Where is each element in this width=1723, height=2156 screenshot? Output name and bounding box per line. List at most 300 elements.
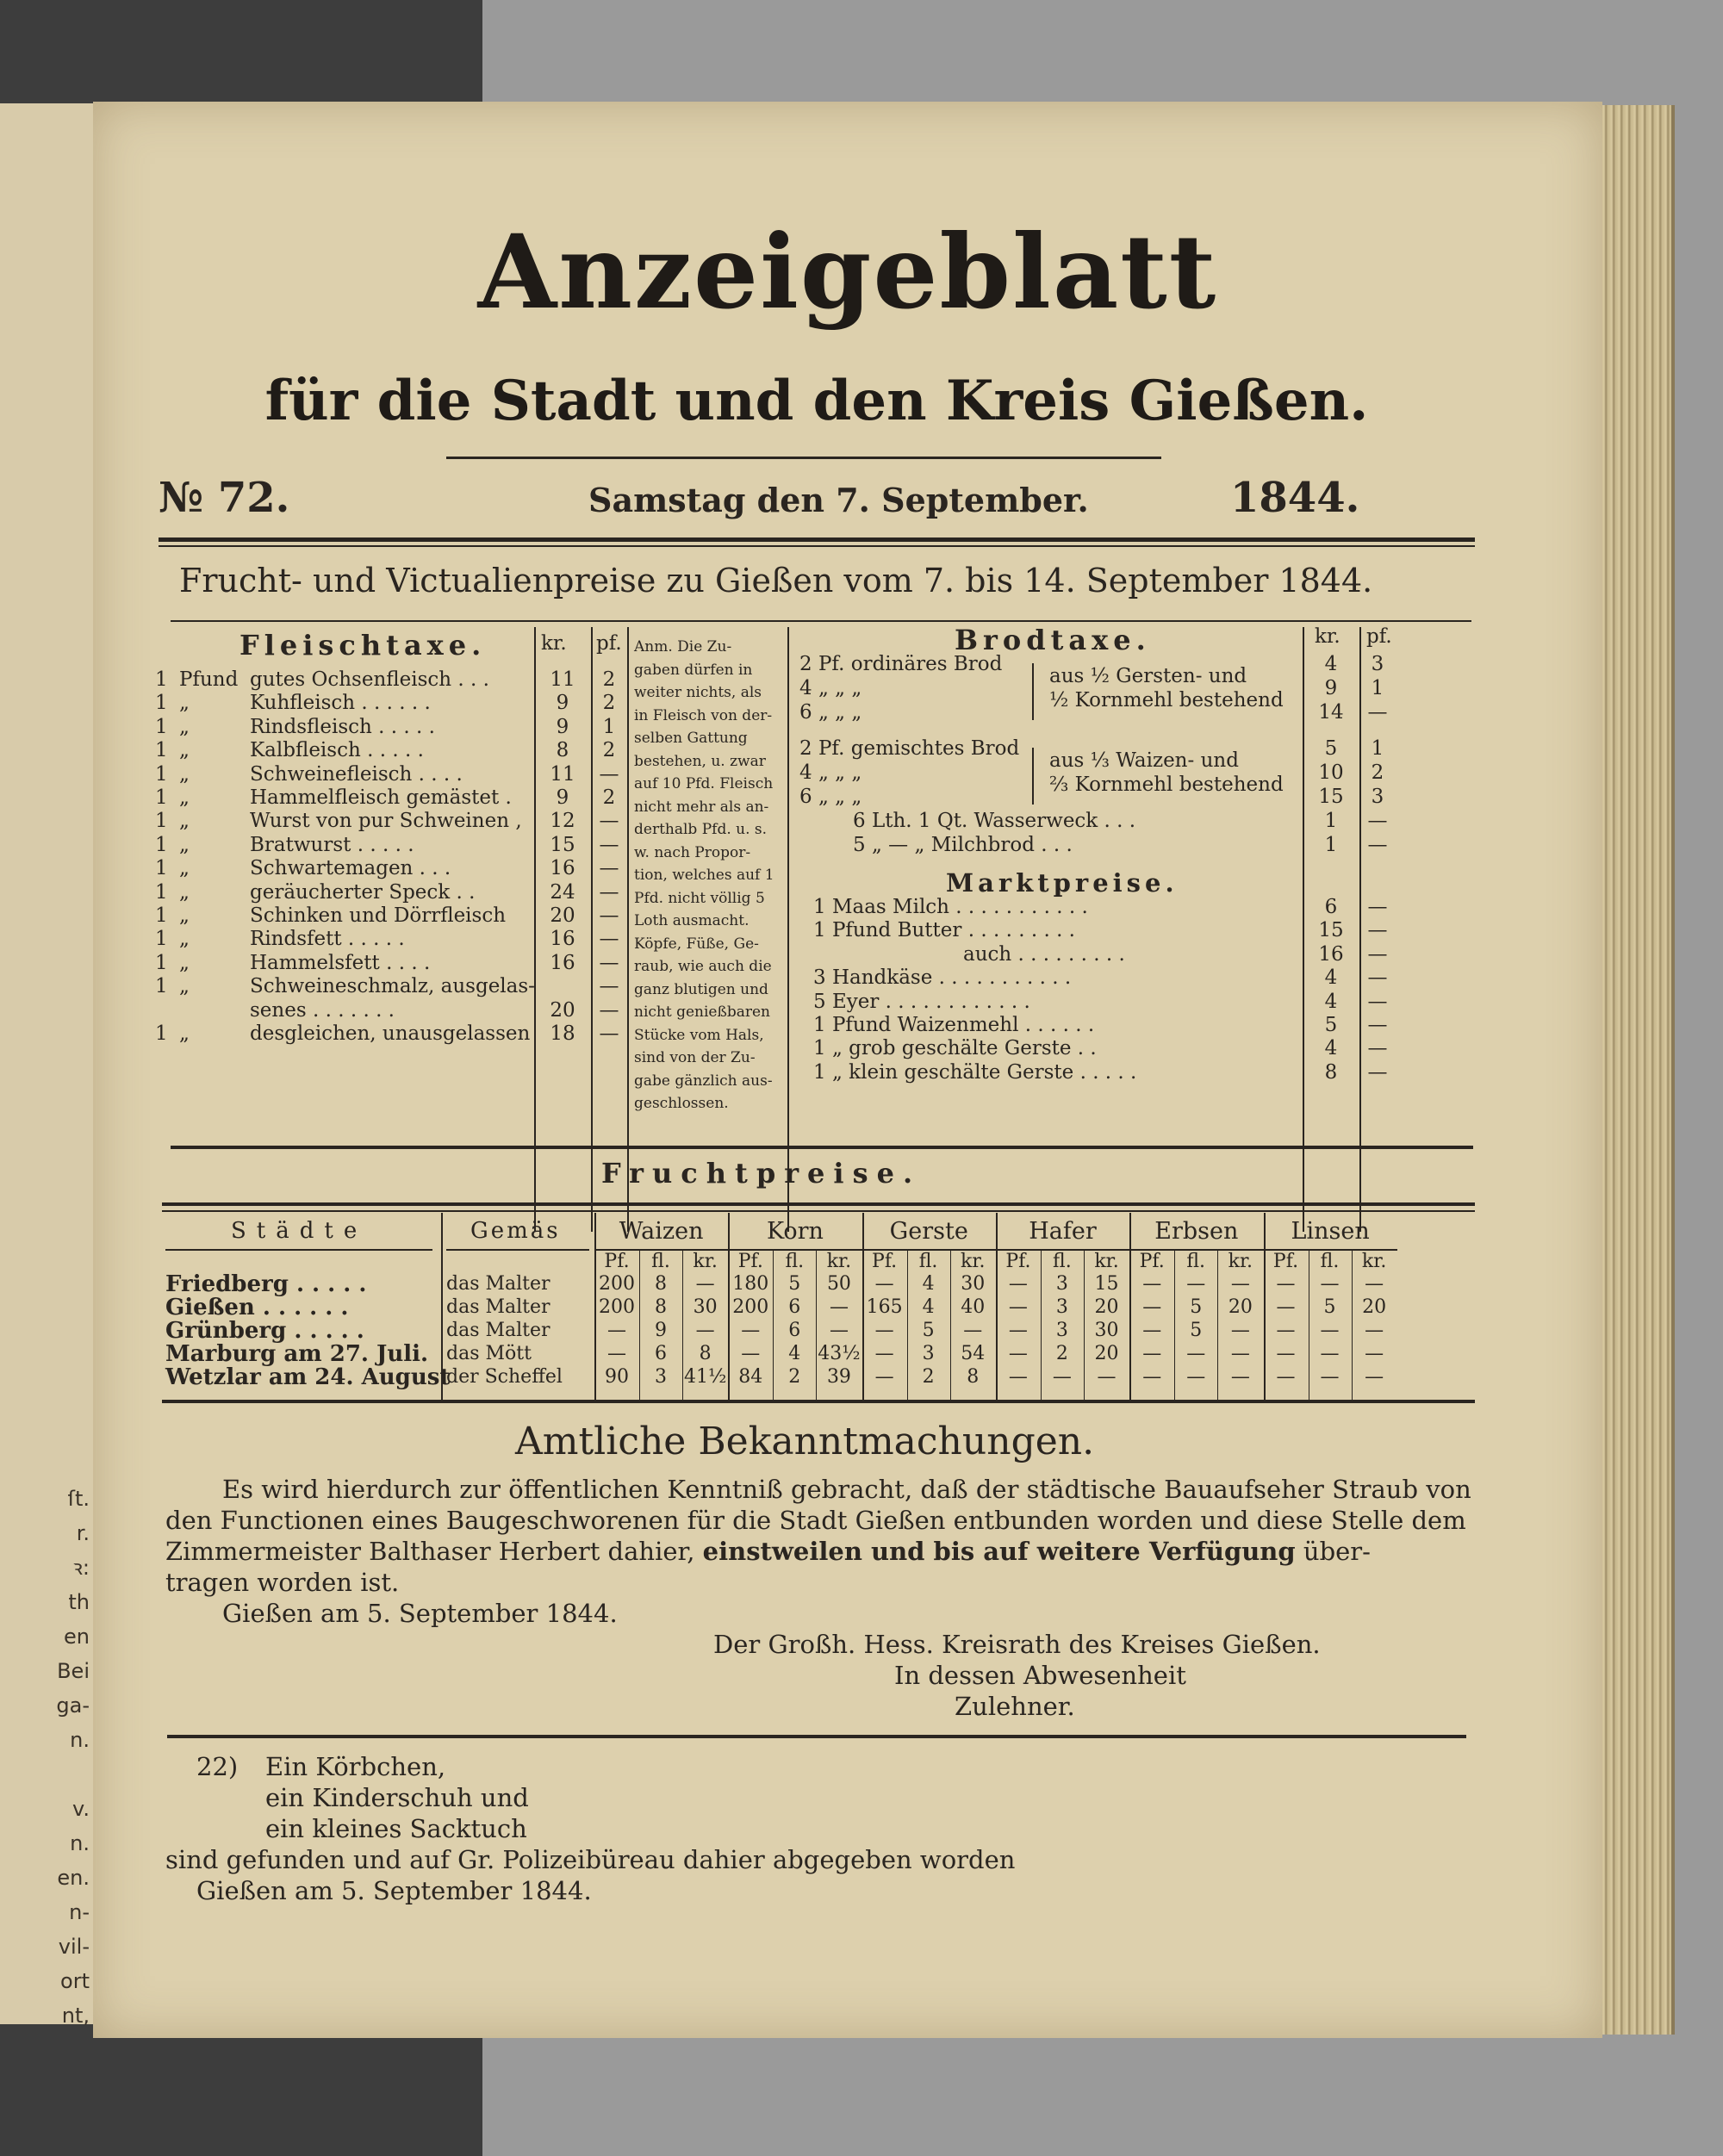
fleisch-kr: 16: [550, 928, 575, 951]
frucht-sub-header: kr.: [961, 1251, 986, 1272]
fleisch-qty: 1: [155, 833, 168, 856]
brod-pf: 1: [1371, 737, 1384, 760]
fleisch-item: Rindsfleisch . . . . .: [250, 715, 435, 738]
frucht-value: —: [1276, 1343, 1296, 1364]
fleisch-qty: 1: [155, 975, 168, 998]
frucht-value: —: [607, 1343, 626, 1364]
frucht-city: Grünberg . . . . .: [165, 1318, 364, 1344]
notice-divider-rule: [167, 1735, 1466, 1738]
frucht-value: 8: [699, 1343, 712, 1364]
frucht-grain-header: Erbsen: [1154, 1218, 1239, 1245]
fleisch-pf: —: [599, 998, 619, 1022]
notice-dateline: Gießen am 5. September 1844.: [196, 1876, 592, 1905]
frucht-top-rule-2: [162, 1210, 1475, 1212]
amtliche-dateline: Gießen am 5. September 1844.: [222, 1599, 618, 1628]
brod-pf-header: pf.: [1366, 625, 1392, 648]
fleisch-item: Kuhfleisch . . . . . .: [250, 692, 431, 715]
frucht-value: —: [963, 1320, 983, 1341]
fleisch-item: Schweineschmalz, ausgelas-: [250, 975, 535, 998]
frucht-value: 3: [655, 1366, 667, 1388]
brod-kr: 9: [1324, 677, 1338, 699]
frucht-value: 2: [922, 1366, 935, 1388]
fleisch-unit: „: [179, 857, 190, 880]
fleisch-item: Schinken und Dörrfleisch: [250, 904, 507, 927]
notice-line-1: Ein Körbchen,: [265, 1752, 446, 1781]
frucht-value: —: [1008, 1366, 1028, 1388]
fleisch-qty: 1: [155, 668, 168, 691]
fleisch-qty: 1: [155, 880, 168, 904]
frucht-value: 50: [826, 1273, 851, 1295]
anmerkung-line: gaben dürfen in: [634, 661, 753, 679]
frucht-grain-header: Gerste: [889, 1218, 968, 1245]
frucht-value: —: [1008, 1296, 1028, 1318]
frucht-sub-header: kr.: [1228, 1251, 1253, 1272]
frucht-value: 8: [655, 1273, 667, 1295]
fleisch-pf: —: [599, 810, 619, 833]
anmerkung-note: [634, 636, 786, 1115]
fleisch-pf: —: [599, 833, 619, 856]
frucht-value: —: [1008, 1320, 1028, 1341]
brod-item: 4 „ „ „: [799, 677, 862, 699]
fleisch-pf: 2: [602, 786, 616, 809]
markt-item: auch . . . . . . . . .: [963, 942, 1125, 966]
anmerkung-line: sind von der Zu-: [634, 1049, 756, 1066]
fleisch-unit: „: [179, 880, 190, 904]
fleisch-kr: 8: [556, 739, 569, 762]
frucht-value: —: [1365, 1273, 1384, 1295]
fleisch-kr: 20: [550, 998, 575, 1022]
frucht-value: —: [1320, 1320, 1340, 1341]
notice-line-4: sind gefunden und auf Gr. Polizeibüreau dahier abgegeben worden: [165, 1845, 1016, 1874]
markt-item: 1 „ grob geschälte Gerste . .: [813, 1037, 1097, 1060]
frucht-value: 41½: [683, 1366, 727, 1388]
notice-number: 22): [196, 1752, 239, 1781]
markt-item: 1 Maas Milch . . . . . . . . . . .: [813, 896, 1088, 918]
fleisch-item: Schwartemagen . . .: [250, 857, 451, 880]
markt-pf: —: [1367, 919, 1388, 942]
brod-kr: 1: [1324, 810, 1338, 832]
frucht-value: 43½: [818, 1343, 861, 1364]
frucht-value: —: [1230, 1273, 1250, 1295]
brod-kr: 15: [1318, 786, 1344, 808]
fleisch-item: Wurst von pur Schweinen ,: [250, 810, 522, 833]
frucht-value: 2: [788, 1366, 801, 1388]
frucht-value: 84: [738, 1366, 763, 1388]
frucht-value: —: [741, 1320, 761, 1341]
fleisch-item: senes . . . . . . .: [250, 998, 395, 1022]
anmerkung-line: ganz blutigen und: [634, 980, 768, 998]
anmerkung-line: tion, welches auf 1: [634, 867, 774, 884]
fleisch-kr: 20: [550, 904, 575, 927]
brod-item: 5 „ — „ Milchbrod . . .: [853, 834, 1073, 856]
fleisch-pf: 1: [602, 715, 616, 738]
frucht-sub-header: fl.: [651, 1251, 670, 1272]
frucht-value: —: [1008, 1273, 1028, 1295]
frucht-grain-header: Hafer: [1029, 1218, 1097, 1245]
frucht-value: 3: [1055, 1320, 1068, 1341]
fleisch-unit: „: [179, 692, 190, 715]
anmerkung-line: bestehen, u. zwar: [634, 752, 766, 770]
fleisch-item: Schweinefleisch . . . .: [250, 762, 463, 786]
markt-item: 1 Pfund Waizenmehl . . . . . .: [813, 1014, 1095, 1036]
frucht-value: 165: [866, 1296, 903, 1318]
anmerkung-line: weiter nichts, als: [634, 684, 762, 701]
brod-pf: —: [1367, 701, 1388, 724]
fleisch-pf: —: [599, 951, 619, 974]
fleisch-qty: 1: [155, 786, 168, 809]
frucht-value: —: [1365, 1343, 1384, 1364]
frucht-value: —: [1142, 1343, 1162, 1364]
frucht-sub-header: fl.: [918, 1251, 938, 1272]
markt-pf: —: [1367, 1037, 1388, 1060]
fleisch-pf: —: [599, 904, 619, 927]
markt-pf: —: [1367, 1014, 1388, 1036]
frucht-bottom-rule: [162, 1400, 1475, 1403]
fleisch-item: Rindsfett . . . . .: [250, 928, 405, 951]
fleisch-unit: „: [179, 1022, 190, 1045]
frucht-value: 20: [1228, 1296, 1253, 1318]
brodtaxe-heading: Brodtaxe.: [955, 624, 1151, 656]
frucht-value: 5: [788, 1273, 801, 1295]
anmerkung-line: nicht genießbaren: [634, 1003, 770, 1021]
frucht-value: 5: [1323, 1296, 1336, 1318]
frucht-sub-header: Pf.: [1272, 1251, 1299, 1272]
brod-note-2b: ⅔ Kornmehl bestehend: [1049, 774, 1284, 796]
frucht-value: 54: [961, 1343, 986, 1364]
brod-kr: 4: [1324, 653, 1338, 675]
notice-line-3: ein kleines Sacktuch: [265, 1814, 527, 1843]
markt-pf: —: [1367, 896, 1388, 918]
amtliche-line-4: tragen worden ist.: [165, 1568, 400, 1597]
fleisch-unit: „: [179, 975, 190, 998]
fleisch-unit: „: [179, 810, 190, 833]
fleisch-unit: „: [179, 715, 190, 738]
brod-kr-header: kr.: [1315, 625, 1340, 648]
markt-item: 5 Eyer . . . . . . . . . . . .: [813, 990, 1030, 1013]
fleisch-pf: —: [599, 880, 619, 904]
newspaper-page: [93, 102, 1602, 2038]
frucht-value: 8: [655, 1296, 667, 1318]
anmerkung-line: derthalb Pfd. u. s.: [634, 821, 768, 838]
brod-item: 6 „ „ „: [799, 786, 862, 808]
frucht-value: 200: [732, 1296, 769, 1318]
fleisch-kr: 16: [550, 857, 575, 880]
frucht-city: Gießen . . . . . .: [165, 1295, 349, 1320]
price-section-top-rule: [171, 620, 1471, 622]
amtliche-heading: Amtliche Bekanntmachungen.: [515, 1420, 1095, 1463]
fleisch-item: gutes Ochsenfleisch . . .: [250, 668, 489, 691]
markt-item: 3 Handkäse . . . . . . . . . . .: [813, 966, 1072, 990]
issue-date: Samstag den 7. September.: [588, 481, 1089, 519]
frucht-grain-underline: [594, 1249, 1397, 1251]
brod-item: 6 Lth. 1 Qt. Wasserweck . . .: [853, 810, 1136, 832]
markt-pf: —: [1367, 990, 1388, 1013]
frucht-value: 9: [655, 1320, 667, 1341]
fleisch-kr: 9: [556, 786, 569, 809]
frucht-sub-header: fl.: [785, 1251, 805, 1272]
frucht-city: Wetzlar am 24. August: [165, 1364, 451, 1390]
amtliche-signature-2: In dessen Abwesenheit: [894, 1661, 1186, 1690]
frucht-sub-header: fl.: [1053, 1251, 1072, 1272]
anmerkung-line: nicht mehr als an-: [634, 798, 769, 816]
frucht-city: Friedberg . . . . .: [165, 1271, 367, 1297]
markt-pf: —: [1367, 1060, 1388, 1084]
frucht-sub-header: Pf.: [1139, 1251, 1165, 1272]
frucht-value: —: [1186, 1343, 1206, 1364]
frucht-sub-header: kr.: [1361, 1251, 1387, 1272]
markt-kr: 6: [1324, 896, 1338, 918]
frucht-measure: das Malter: [446, 1296, 550, 1318]
price-section-bottom-rule: [171, 1146, 1473, 1149]
brod-pf: 3: [1371, 786, 1384, 808]
fleisch-kr: 24: [550, 880, 575, 904]
markt-kr: 8: [1324, 1060, 1338, 1084]
frucht-value: —: [1230, 1343, 1250, 1364]
frucht-value: —: [1276, 1366, 1296, 1388]
masthead-title: Anzeigeblatt: [477, 212, 1218, 332]
frucht-value: 4: [788, 1343, 801, 1364]
brod-pf: 1: [1371, 677, 1384, 699]
frucht-value: 2: [1055, 1343, 1068, 1364]
fleisch-qty: 1: [155, 810, 168, 833]
markt-kr: 4: [1324, 966, 1338, 990]
frucht-value: —: [874, 1273, 894, 1295]
anmerkung-line: raub, wie auch die: [634, 958, 772, 975]
frucht-value: —: [695, 1320, 715, 1341]
frucht-sub-header: Pf.: [872, 1251, 898, 1272]
notice-line-2: ein Kinderschuh und: [265, 1783, 529, 1812]
frucht-value: —: [607, 1320, 626, 1341]
frucht-value: —: [829, 1320, 849, 1341]
frucht-city-underline: [165, 1249, 432, 1251]
frucht-value: —: [874, 1366, 894, 1388]
frucht-value: —: [829, 1296, 849, 1318]
section-title: Frucht- und Victualienpreise zu Gießen vom 7. bis 14. September 1844.: [179, 562, 1373, 600]
markt-kr: 15: [1318, 919, 1344, 942]
fleisch-item: Kalbfleisch . . . . .: [250, 739, 424, 762]
fleisch-unit: „: [179, 904, 190, 927]
frucht-measure-underline: [446, 1249, 589, 1251]
frucht-value: 20: [1094, 1343, 1119, 1364]
frucht-value: 6: [788, 1296, 801, 1318]
fruchtpreise-heading: Fruchtpreise.: [601, 1157, 922, 1190]
frucht-value: 6: [788, 1320, 801, 1341]
previous-page-fragment-text: ſt. r. ꝛ: th en Bei ga- n. v. n. en. n- vil- ort nt,: [56, 1487, 90, 2028]
frucht-value: 4: [922, 1296, 935, 1318]
frucht-measure: das Malter: [446, 1273, 550, 1295]
frucht-sub-header: fl.: [1320, 1251, 1340, 1272]
fleisch-qty: 1: [155, 857, 168, 880]
amtliche-line-3b: einstweilen und bis auf weitere Verfügung: [702, 1537, 1296, 1566]
frucht-value: —: [1142, 1296, 1162, 1318]
amtliche-line-3: [165, 1535, 1475, 1568]
fleisch-unit: Pfund: [179, 668, 239, 691]
frucht-value: 200: [599, 1296, 635, 1318]
frucht-value: 30: [1094, 1320, 1119, 1341]
frucht-value: —: [1186, 1273, 1206, 1295]
fleisch-kr: 9: [556, 715, 569, 738]
amtliche-line-3a: Zimmermeister Balthaser Herbert dahier,: [165, 1537, 695, 1566]
brod-kr: 10: [1318, 761, 1344, 784]
fleisch-pf-header: pf.: [596, 632, 622, 655]
anmerkung-line: selben Gattung: [634, 730, 748, 747]
fleisch-qty: 1: [155, 904, 168, 927]
brod-item: 2 Pf. ordinäres Brod: [799, 653, 1003, 675]
brod-kr: 1: [1324, 834, 1338, 856]
frucht-value: —: [1142, 1366, 1162, 1388]
frucht-grain-header: Linsen: [1291, 1218, 1370, 1245]
markt-pf: —: [1367, 942, 1388, 966]
frucht-value: —: [1320, 1273, 1340, 1295]
anmerkung-line: geschlossen.: [634, 1095, 729, 1112]
amtliche-line-2: den Functionen eines Baugeschworenen für die Stadt Gießen entbunden worden und diese Stelle dem: [165, 1506, 1466, 1535]
fleisch-unit: „: [179, 928, 190, 951]
frucht-value: 3: [1055, 1296, 1068, 1318]
brod-pf: 3: [1371, 653, 1384, 675]
previous-page-edge: [0, 103, 97, 2028]
anmerkung-line: w. nach Propor-: [634, 843, 751, 861]
brod-pf: —: [1367, 810, 1388, 832]
fleisch-pf: —: [599, 857, 619, 880]
fleisch-unit: „: [179, 762, 190, 786]
brod-kr: 5: [1324, 737, 1338, 760]
frucht-value: 20: [1094, 1296, 1119, 1318]
brod-brace-1: [1032, 663, 1034, 720]
amtliche-signature-1: Der Großh. Hess. Kreisrath des Kreises Gießen.: [713, 1630, 1321, 1659]
markt-item: 1 Pfund Butter . . . . . . . . .: [813, 919, 1075, 942]
frucht-value: —: [1276, 1320, 1296, 1341]
anmerkung-line: Pfd. nicht völlig 5: [634, 889, 765, 907]
frucht-value: 40: [961, 1296, 986, 1318]
frucht-gemaes-header: Gemäs: [470, 1218, 561, 1244]
brod-pf: —: [1367, 834, 1388, 856]
frucht-value: 90: [605, 1366, 629, 1388]
masthead-double-rule-bottom: [159, 545, 1475, 547]
price-divider-4: [787, 627, 789, 1232]
fleisch-qty: 1: [155, 739, 168, 762]
brod-item: 2 Pf. gemischtes Brod: [799, 737, 1020, 760]
fleisch-unit: „: [179, 786, 190, 809]
frucht-value: —: [1142, 1320, 1162, 1341]
frucht-sub-header: fl.: [1186, 1251, 1206, 1272]
frucht-grain-header: Waizen: [619, 1218, 704, 1245]
frucht-grain-header: Korn: [766, 1218, 824, 1245]
anmerkung-line: Loth ausmacht.: [634, 912, 750, 929]
masthead-rule: [446, 457, 1161, 459]
masthead-double-rule-top: [159, 537, 1475, 542]
fleisch-pf: 2: [602, 668, 616, 691]
markt-item: 1 „ klein geschälte Gerste . . . . .: [813, 1060, 1137, 1084]
brod-note-1b: ½ Kornmehl bestehend: [1049, 689, 1284, 711]
anmerkung-line: auf 10 Pfd. Fleisch: [634, 775, 774, 792]
frucht-value: —: [1320, 1366, 1340, 1388]
frucht-value: 200: [599, 1273, 635, 1295]
fleisch-pf: —: [599, 928, 619, 951]
frucht-value: —: [1008, 1343, 1028, 1364]
frucht-value: 39: [826, 1366, 851, 1388]
fleisch-pf: —: [599, 975, 619, 998]
frucht-value: —: [1230, 1366, 1250, 1388]
frucht-value: —: [1097, 1366, 1117, 1388]
fleisch-pf: —: [599, 762, 619, 786]
frucht-value: —: [1230, 1320, 1250, 1341]
brod-pf: 2: [1371, 761, 1384, 784]
frucht-value: —: [1276, 1273, 1296, 1295]
frucht-measure: das Malter: [446, 1320, 550, 1341]
fleisch-kr: 9: [556, 692, 569, 715]
fleisch-item: Hammelfleisch gemästet .: [250, 786, 512, 809]
brod-note-1a: aus ½ Gersten- und: [1049, 665, 1247, 687]
fleisch-unit: „: [179, 951, 190, 974]
fleisch-kr-header: kr.: [541, 632, 567, 655]
frucht-value: 5: [1190, 1296, 1203, 1318]
frucht-value: —: [1365, 1366, 1384, 1388]
brod-item: 6 „ „ „: [799, 701, 862, 724]
frucht-sub-header: Pf.: [737, 1251, 763, 1272]
brod-item: 4 „ „ „: [799, 761, 862, 784]
frucht-value: —: [1276, 1296, 1296, 1318]
fleisch-kr: 12: [550, 810, 575, 833]
brod-note-2a: aus ⅓ Waizen- und: [1049, 749, 1239, 772]
frucht-staedte-header: Städte: [231, 1218, 368, 1244]
fleisch-unit: „: [179, 833, 190, 856]
fleisch-kr: 15: [550, 833, 575, 856]
markt-kr: 5: [1324, 1014, 1338, 1036]
frucht-sub-header: kr.: [826, 1251, 852, 1272]
frucht-value: —: [1142, 1273, 1162, 1295]
frucht-value: —: [741, 1343, 761, 1364]
frucht-sub-header: kr.: [693, 1251, 718, 1272]
fleischtaxe-heading: Fleischtaxe.: [239, 629, 487, 662]
fleisch-qty: 1: [155, 715, 168, 738]
frucht-value: —: [1320, 1343, 1340, 1364]
frucht-value: 3: [922, 1343, 935, 1364]
frucht-value: 180: [732, 1273, 769, 1295]
fleisch-qty: 1: [155, 692, 168, 715]
fleisch-unit: „: [179, 739, 190, 762]
frucht-sub-header: kr.: [1094, 1251, 1119, 1272]
frucht-value: 3: [1055, 1273, 1068, 1295]
fleisch-pf: 2: [602, 739, 616, 762]
masthead-subtitle: für die Stadt und den Kreis Gießen.: [264, 369, 1369, 433]
frucht-sub-header: Pf.: [1005, 1251, 1031, 1272]
frucht-value: —: [1052, 1366, 1072, 1388]
markt-kr: 4: [1324, 990, 1338, 1013]
anmerkung-line: gabe gänzlich aus-: [634, 1072, 773, 1090]
frucht-value: —: [874, 1343, 894, 1364]
issue-year: 1844.: [1230, 474, 1360, 522]
frucht-top-rule-1: [162, 1202, 1475, 1206]
fleisch-item: Hammelsfett . . . .: [250, 951, 431, 974]
anmerkung-line: in Fleisch von der-: [634, 706, 773, 724]
frucht-value: —: [874, 1320, 894, 1341]
markt-kr: 16: [1318, 942, 1344, 966]
fleisch-pf: 2: [602, 692, 616, 715]
brod-kr: 14: [1318, 701, 1344, 724]
anmerkung-line: Anm. Die Zu-: [634, 638, 732, 655]
markt-kr: 4: [1324, 1037, 1338, 1060]
amtliche-signature-3: Zulehner.: [955, 1692, 1075, 1721]
frucht-value: 20: [1362, 1296, 1387, 1318]
frucht-city: Marburg am 27. Juli.: [165, 1341, 429, 1367]
frucht-value: 6: [655, 1343, 667, 1364]
frucht-value: —: [1186, 1366, 1206, 1388]
anmerkung-line: Köpfe, Füße, Ge-: [634, 935, 759, 953]
fleisch-qty: 1: [155, 951, 168, 974]
price-divider-3: [627, 627, 629, 1232]
fleisch-kr: 11: [550, 668, 575, 691]
frucht-value: 5: [1190, 1320, 1203, 1341]
